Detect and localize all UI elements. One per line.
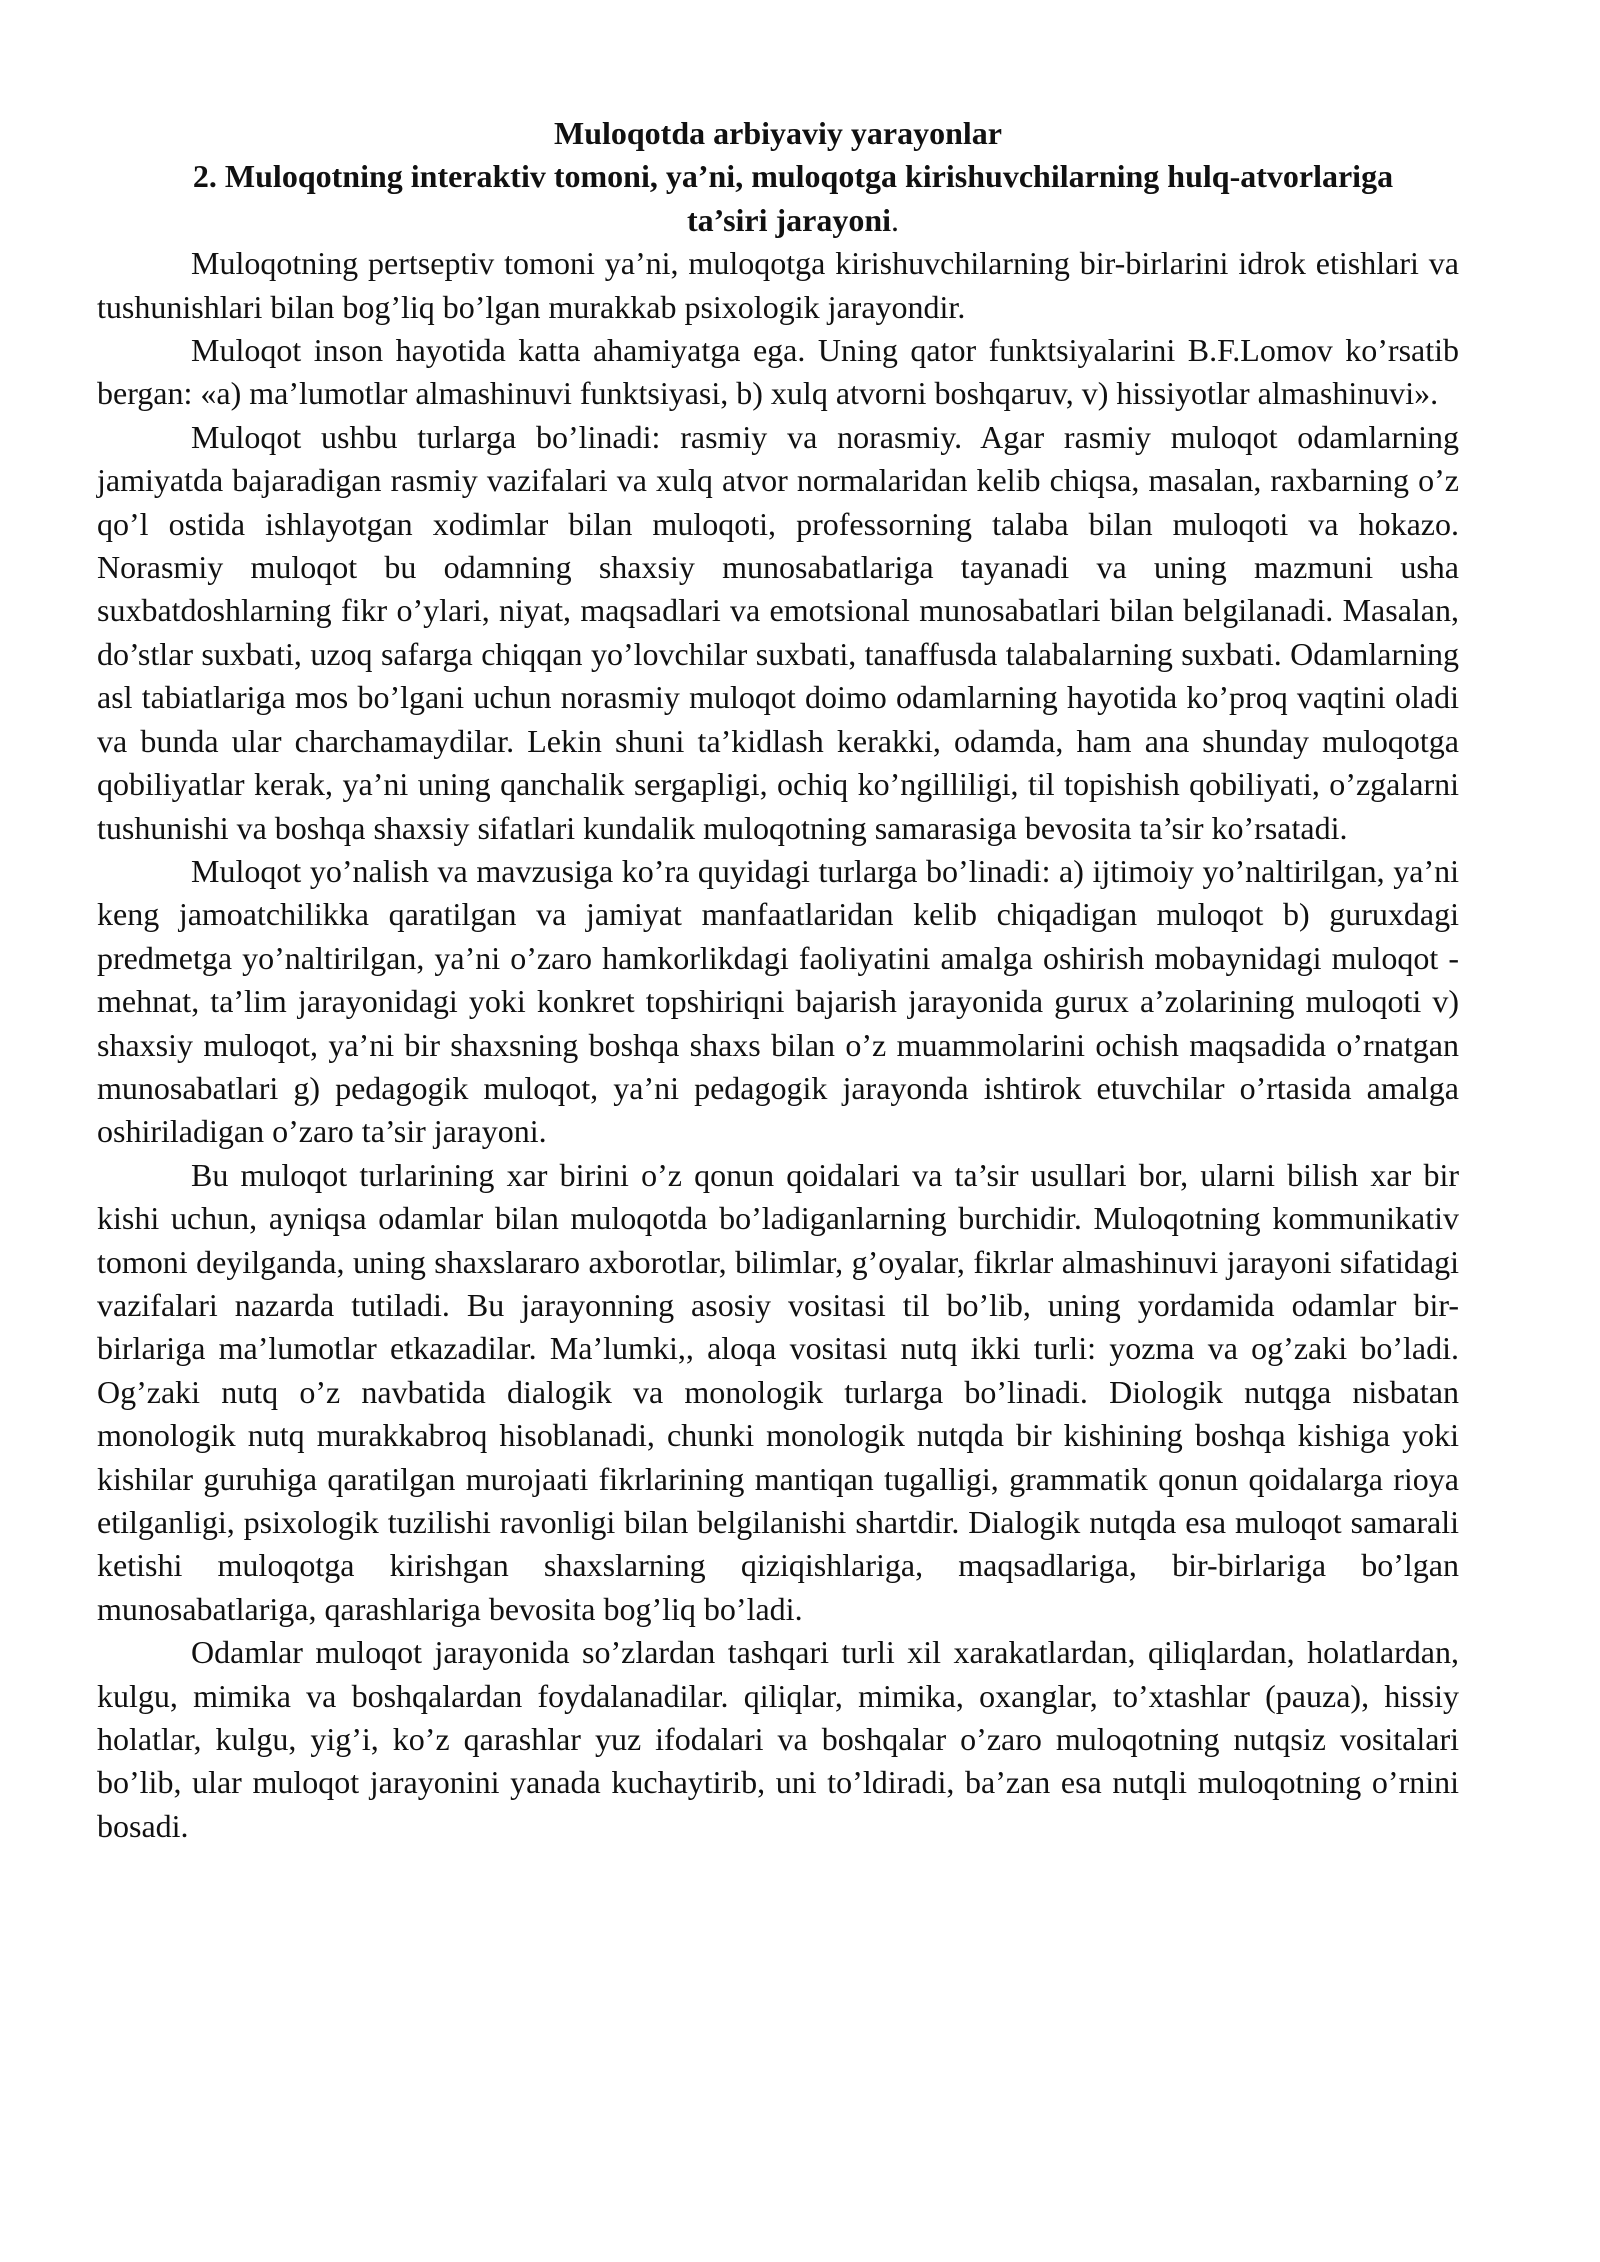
paragraph-functions: Muloqot inson hayotida katta ahamiyatga ega. Uning qator funktsiyalarini B.F.Lomov ko’rsatib bergan: «a) ma’lumotlar almashinuvi funktsiyasi, b) xulq atvorni boshqaruv, v) hissiyotlar almashinuvi». bbox=[97, 332, 1459, 412]
document-page bbox=[97, 112, 1459, 1848]
paragraph-formal-informal: Muloqot ushbu turlarga bo’linadi: rasmiy va norasmiy. Agar rasmiy muloqot odamlarning jamiyatda bajaradigan rasmiy vazifalari va xulq atvor normalaridan kelib chiqsa, masalan, raxbarning o’z qo’l ostida ishlayotgan xodimlar bilan muloqoti, professorning talaba bilan muloqoti va hokazo. Norasmiy muloqot bu odamning shaxsiy munosabatlariga tayanadi va uning mazmuni usha suxbatdoshlarning fikr o’ylari, niyat, maqsadlari va emotsional munosabatlari bilan belgilanadi. Masalan, do’stlar suxbati, uzoq safarga chiqqan yo’lovchilar suxbati, tanaffusda talabalarning suxbati. Odamlarning asl tabiatlariga mos bo’lgani uchun norasmiy muloqot doimo odamlarning hayotida ko’proq vaqtini oladi va bunda ular charchamaydilar. Lekin shuni ta’kidlash kerakki, odamda, ham ana shunday muloqotga qobiliyatlar kerak, ya’ni uning qanchalik sergapligi, ochiq ko’ngilliligi, til topishish qobiliyati, o’zgalarni tushunishi va boshqa shaxsiy sifatlari kundalik muloqotning samarasiga bevosita ta’sir ko’rsatadi. bbox=[97, 418, 1459, 846]
paragraph-perception: Muloqotning pertseptiv tomoni ya’ni, muloqotga kirishuvchilarning bir-birlarini idrok etishlari va tushunishlari bilan bog’liq bo’lgan murakkab psixologik jarayondir. bbox=[97, 245, 1459, 325]
document-subtitle bbox=[97, 155, 1459, 242]
document-title: Muloqotda arbiyaviy yarayonlar bbox=[553, 115, 1002, 151]
subtitle-text: 2. Muloqotning interaktiv tomoni, ya’ni, muloqotga kirishuvchilarning hulq-atvorlariga ta’siri jarayoni bbox=[192, 158, 1394, 238]
paragraph-nonverbal: Odamlar muloqot jarayonida so’zlardan tashqari turli xil xarakatlardan, qiliqlardan, holatlardan, kulgu, mimika va boshqalardan foydalanadilar. qiliqlar, mimika, oxanglar, to’xtashlar (pauza), hissiy holatlar, kulgu, yig’i, ko’z qarashlar yuz ifodalari va boshqalar o’zaro muloqotning nutqsiz vositalari bo’lib, ular muloqot jarayonini yanada kuchaytirib, uni to’ldiradi, ba’zan esa nutqli muloqotning o’rnini bosadi. bbox=[97, 1634, 1459, 1844]
subtitle-period: . bbox=[891, 201, 900, 238]
paragraph-directions: Muloqot yo’nalish va mavzusiga ko’ra quyidagi turlarga bo’linadi: a) ijtimoiy yo’naltirilgan, ya’ni keng jamoatchilikka qaratilgan va jamiyat manfaatlaridan kelib chiqadigan muloqot b) guruxdagi predmetga yo’naltirilgan, ya’ni o’zaro hamkorlikdagi faoliyatini amalga oshirish mobaynidagi muloqot - mehnat, ta’lim jarayonidagi yoki konkret topshiriqni bajarish jarayonida gurux a’zolarining muloqoti v) shaxsiy muloqot, ya’ni bir shaxsning boshqa shaxs bilan o’z muammolarini ochish maqsadida o’rnatgan munosabatlari g) pedagogik muloqot, ya’ni pedagogik jarayonda ishtirok etuvchilar o’rtasida amalga oshiriladigan o’zaro ta’sir jarayoni. bbox=[97, 852, 1459, 1150]
paragraph-communicative: Bu muloqot turlarining xar birini o’z qonun qoidalari va ta’sir usullari bor, ularni bilish xar bir kishi uchun, ayniqsa odamlar bilan muloqotda bo’ladiganlarning burchidir. Muloqotning kommunikativ tomoni deyilganda, uning shaxslararo axborotlar, bilimlar, g’oyalar, fikrlar almashinuvi jarayoni sifatidagi vazifalari nazarda tutiladi. Bu jarayonning asosiy vositasi til bo’lib, uning yordamida odamlar bir-birlariga ma’lumotlar etkazadilar. Ma’lumki,, aloqa vositasi nutq ikki turli: yozma va og’zaki bo’ladi. Og’zaki nutq o’z navbatida dialogik va monologik turlarga bo’linadi. Diologik nutqga nisbatan monologik nutq murakkabroq hisoblanadi, chunki monologik nutqda bir kishining boshqa kishiga yoki kishilar guruhiga qaratilgan murojaati fikrlarining mantiqan tugalligi, grammatik qonun qoidalarga rioya etilganligi, psixologik tuzilishi ravonligi bilan belgilanishi shartdir. Dialogik nutqda esa muloqot samarali ketishi muloqotga kirishgan shaxslarning qiziqishlariga, maqsadlariga, bir-birlariga bo’lgan munosabatlariga, qarashlariga bevosita bog’liq bo’ladi. bbox=[97, 1156, 1459, 1627]
